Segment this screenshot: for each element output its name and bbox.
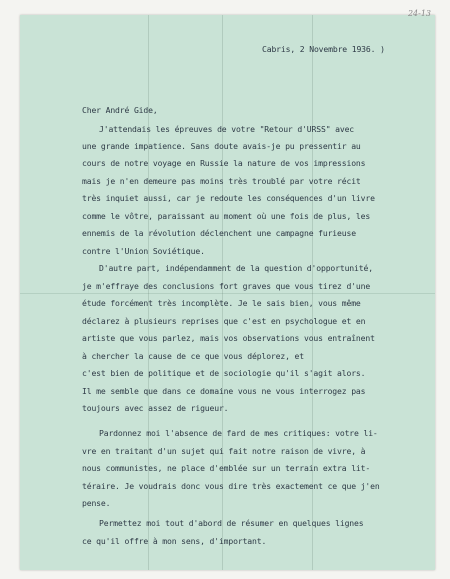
body-line: artiste que vous parlez, mais vos observations vous entraînent (82, 333, 375, 343)
body-line: Permettez moi tout d'abord de résumer en quelques lignes (99, 518, 364, 528)
body-line: c'est bien de politique et de sociologie qu'il s'agit alors. (82, 368, 366, 378)
body-line: très inquiet aussi, car je redoute les conséquences d'un livre (82, 193, 375, 203)
body-line: à chercher la cause de ce que vous déplorez, et (82, 351, 304, 361)
body-line: nous communistes, ne place d'emblée sur un terrain extra lit- (82, 463, 371, 473)
body-line: je m'effraye des conclusions fort graves que vous tirez d'une (82, 281, 371, 291)
body-line: pense. (82, 498, 111, 508)
fold-line (20, 293, 435, 294)
body-line: Pardonnez moi l'absence de fard de mes critiques: votre li- (99, 428, 378, 438)
body-line: contre l'Union Soviétique. (82, 246, 205, 256)
body-line: téraire. Je voudrais donc vous dire très exactement ce que j'en (82, 481, 380, 491)
body-line: D'autre part, indépendamment de la question d'opportunité, (99, 263, 373, 273)
archive-mark: 24-13 (407, 9, 431, 18)
body-line: mais je n'en demeure pas moins très troublé par votre récit (82, 176, 361, 186)
body-line: ennemis de la révolution déclenchent une campagne furieuse (82, 228, 356, 238)
body-line: cours de notre voyage en Russie la nature de vos impressions (82, 158, 366, 168)
body-line: étude forcément très incomplète. Je le sais bien, vous même (82, 298, 361, 308)
letter-sheet (20, 9, 435, 570)
dateline: Cabris, 2 Novembre 1936. ) (262, 44, 385, 54)
body-line: J'attendais les épreuves de votre "Retour d'URSS" avec (99, 124, 355, 134)
body-line: vre en traitant d'un sujet qui fait notre raison de vivre, à (82, 446, 366, 456)
body-line: déclarez à plusieurs reprises que c'est en psychologue et en (82, 316, 366, 326)
salutation: Cher André Gide, (82, 105, 158, 115)
body-line: toujours avec assez de rigueur. (82, 403, 229, 413)
body-line: Il me semble que dans ce domaine vous ne vous interrogez pas (82, 386, 366, 396)
body-line: une grande impatience. Sans doute avais-je pu pressentir au (82, 141, 361, 151)
body-line: ce qu'il offre à mon sens, d'important. (82, 536, 267, 546)
body-line: comme le vôtre, paraissant au moment où une fois de plus, les (82, 211, 371, 221)
